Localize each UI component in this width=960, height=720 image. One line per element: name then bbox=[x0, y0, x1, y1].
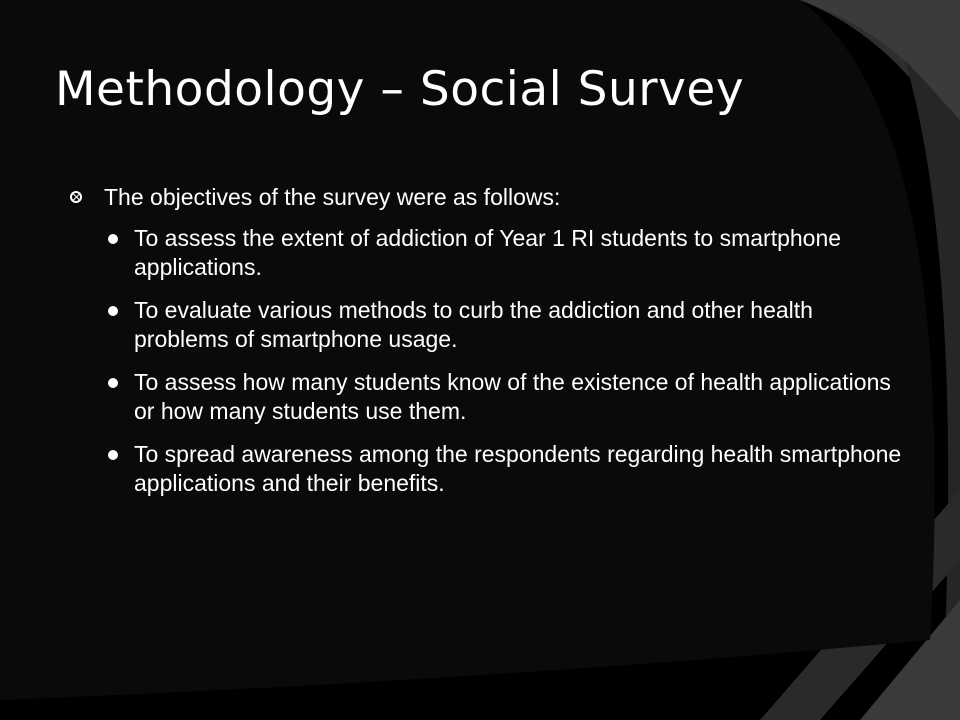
slide-content bbox=[100, 182, 910, 512]
list-item bbox=[100, 224, 910, 282]
lead-bullet bbox=[100, 182, 910, 212]
lead-text: The objectives of the survey were as follows: bbox=[104, 184, 561, 210]
list-item-text: To spread awareness among the respondents regarding health smartphone applications and their benefits. bbox=[134, 441, 902, 496]
filled-circle-bullet-icon bbox=[108, 450, 118, 460]
list-item-text: To assess the extent of addiction of Year 1 RI students to smartphone applications. bbox=[134, 225, 842, 280]
objectives-list bbox=[100, 224, 910, 498]
filled-circle-bullet-icon bbox=[108, 378, 118, 388]
list-item bbox=[100, 296, 910, 354]
slide-title: Methodology – Social Survey bbox=[55, 62, 745, 117]
list-item bbox=[100, 440, 910, 498]
list-item-text: To assess how many students know of the existence of health applications or how many students use them. bbox=[134, 369, 891, 424]
list-item-text: To evaluate various methods to curb the addiction and other health problems of smartphone usage. bbox=[134, 297, 813, 352]
circled-x-bullet-icon bbox=[70, 191, 82, 203]
list-item bbox=[100, 368, 910, 426]
filled-circle-bullet-icon bbox=[108, 306, 118, 316]
filled-circle-bullet-icon bbox=[108, 234, 118, 244]
